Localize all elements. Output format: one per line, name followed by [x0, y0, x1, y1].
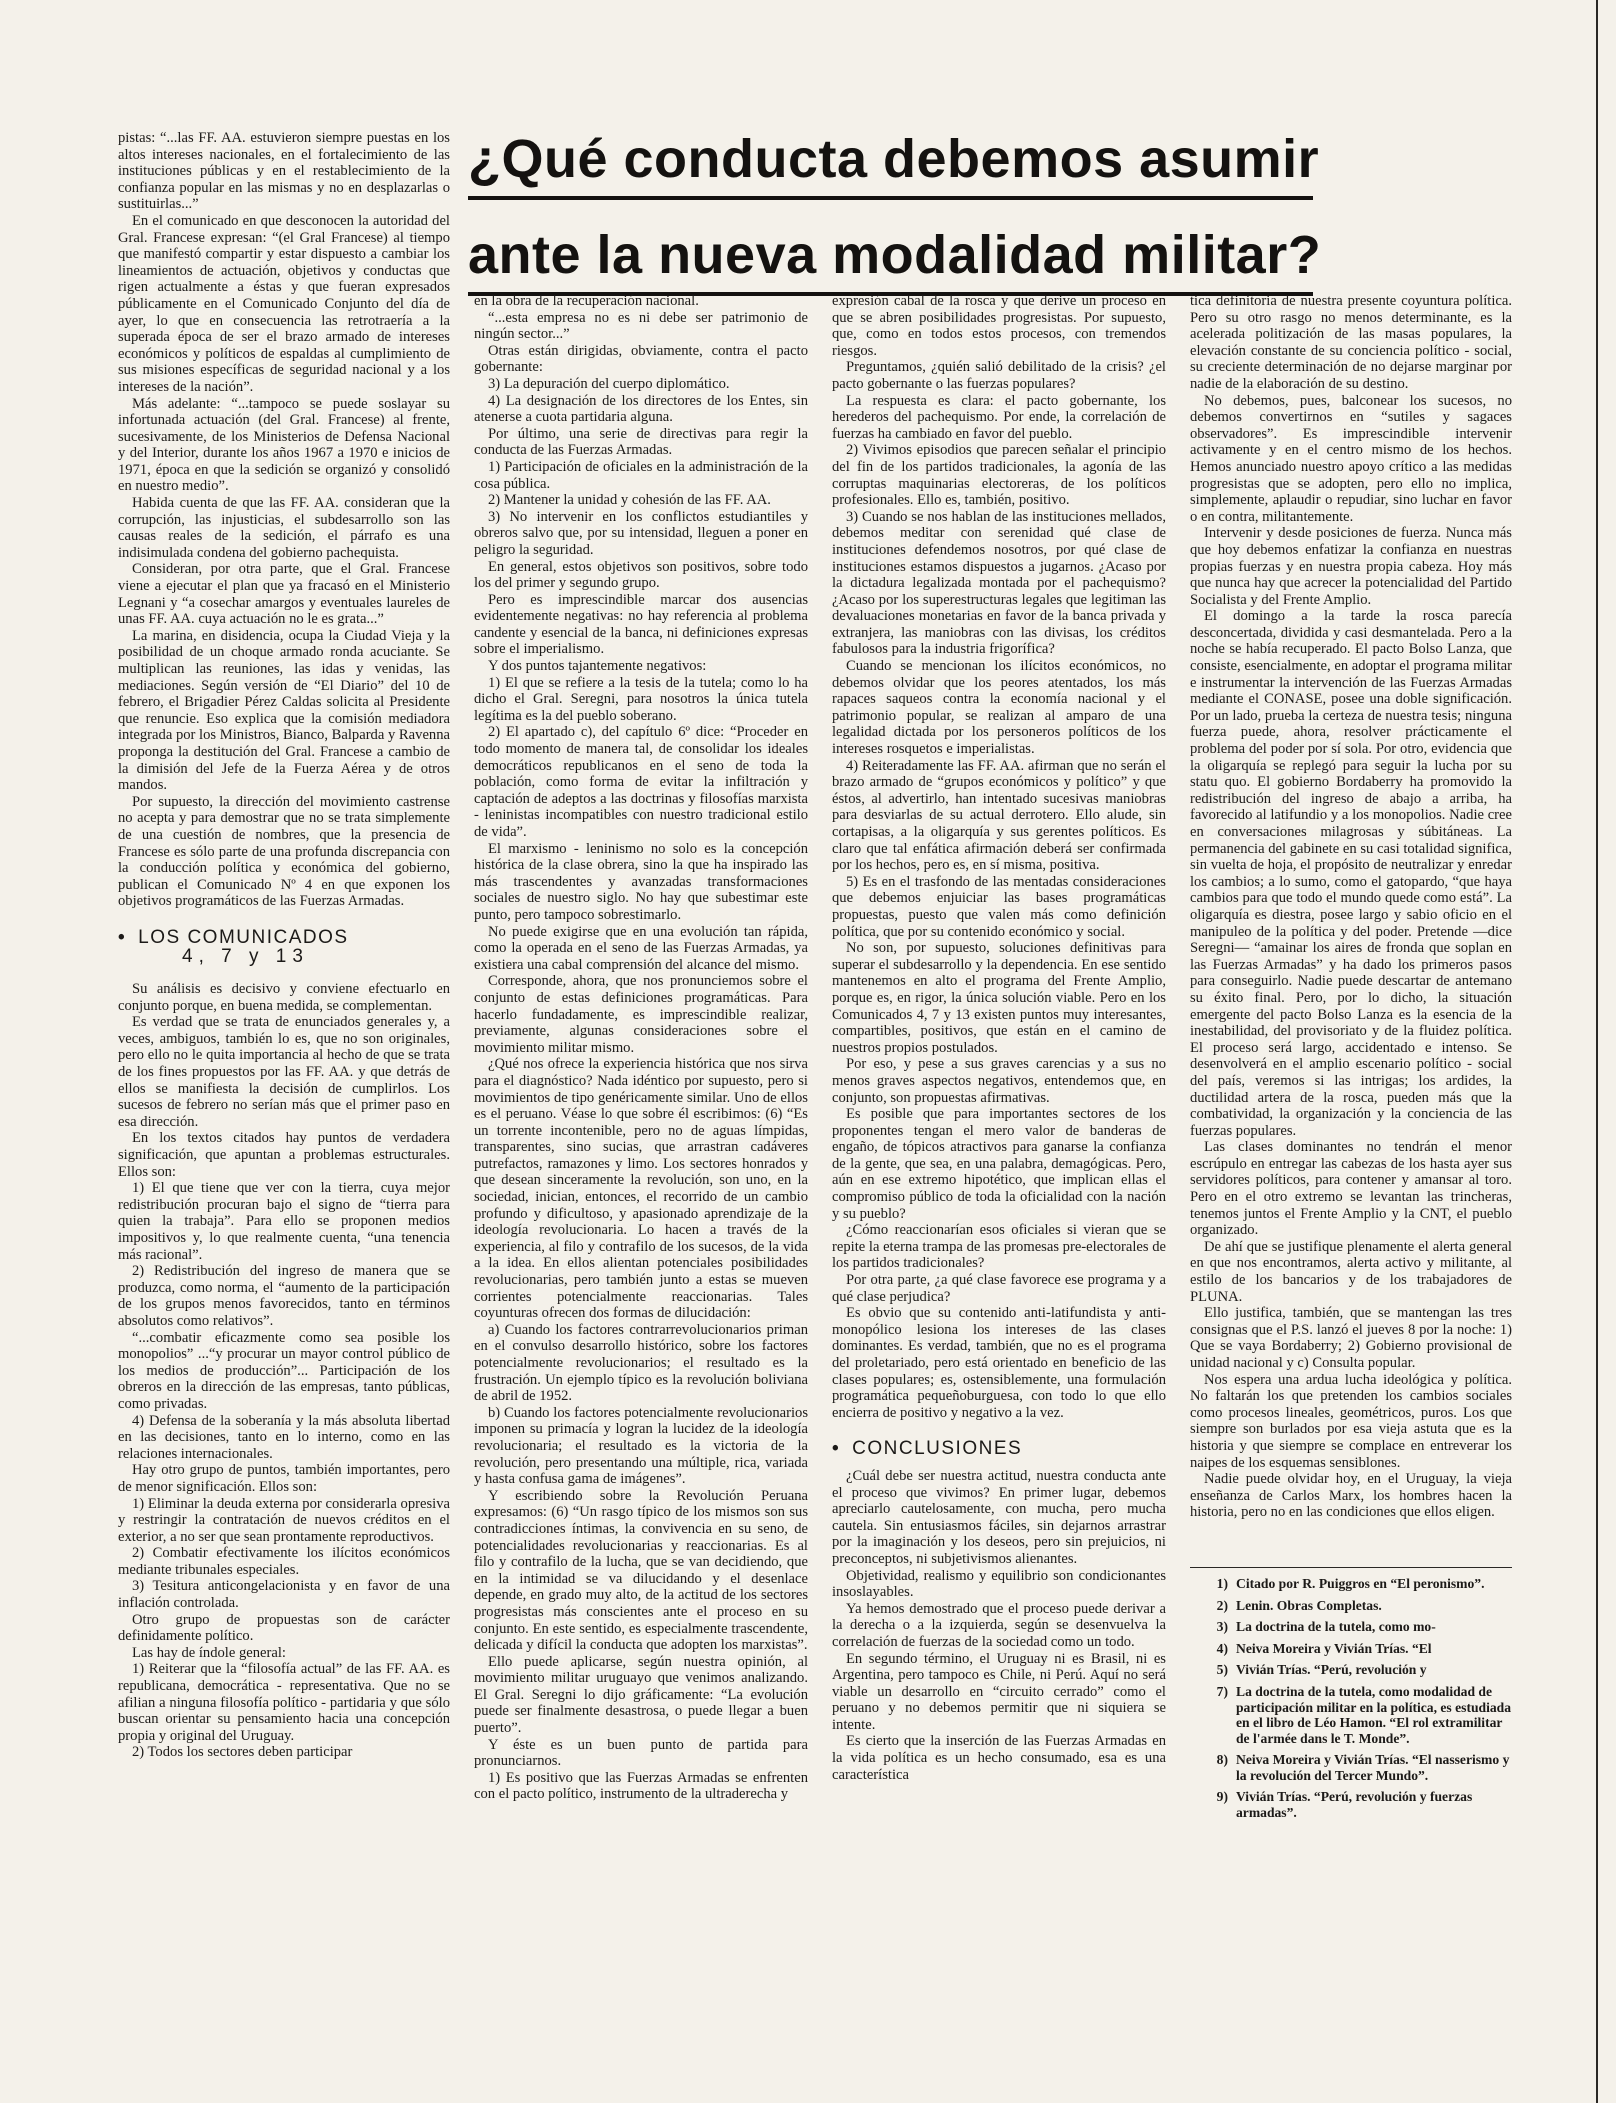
paragraph: 1) Eliminar la deuda externa por considerarla opresiva y restringir la contratación de nuevos créditos en el exterior, a no ser que sean prontamente reproductivos.	[118, 1495, 450, 1545]
paragraph: El marxismo - leninismo no solo es la concepción histórica de la clase obrera, sino la que ha inspirado las más trascendentes y avanzadas transformaciones sociales de nuestro siglo. No hay que subestimar este punto, pero tampoco sobrestimarlo.	[474, 840, 808, 923]
paragraph: Las clases dominantes no tendrán el menor escrúpulo en entregar las cabezas de los hasta ayer sus servidores políticos, para contener y amansar al toro. Pero en el otro extremo se levantan las trincheras, tenemos juntos el Frente Amplio y la CNT, el pueblo organizado.	[1190, 1139, 1512, 1239]
section-subheading: 4, 7 y 13	[182, 945, 309, 967]
section-heading-comunicados	[118, 926, 450, 948]
footnote-text: Vivián Trías. “Perú, revolución y fuerzas armadas”.	[1236, 1789, 1473, 1821]
paragraph: La marina, en disidencia, ocupa la Ciudad Vieja y la posibilidad de un choque armado ronda acuciante. Se multiplican las reuniones, las idas y venidas, las mediaciones. Según versión de “El Diario” del 10 de febrero, el Brigadier Pérez Caldas solicita al Presidente que renuncie. Eso explica que la comisión mediadora integrada por los Ministros, Bianco, Balparda y Ravenna proponga la destitución del Gral. Francese a cambio de la dimisión del Jefe de la Fuerza Aérea y de otros mandos.	[118, 627, 450, 794]
paragraph: 3) Cuando se nos hablan de las instituciones mellados, debemos meditar con serenidad qué clase de instituciones defendemos nosotros, por qué clase de instituciones estamos dispuestos a jugarnos. ¿Acaso por la dictadura legalizada montada por el pachequismo? ¿Acaso por los superestructuras legales que legitiman las devaluaciones monetarias en favor de la banca privada y extranjera, las maniobras con las divisas, los créditos fabulosos para la industria frigorífica?	[832, 508, 1166, 658]
paragraph: Y escribiendo sobre la Revolución Peruana expresamos: (6) “Un rasgo típico de los mismos son sus contradicciones íntimas, la convivencia en su seno, de potencialidades revolucionarias y reaccionarias. Es al filo y contrafilo de la lucha, que se van decidiendo, que en la intimidad se va dilucidando y el desenlace depende, en grado muy alto, de la actitud de los sectores progresistas más conscientes ante el proceso en su conjunto. En este sentido, es especialmente trascendente, delicada y difícil la conducta que adopten los marxistas”.	[474, 1487, 808, 1654]
paragraph: 3) La depuración del cuerpo diplomático.	[488, 375, 730, 392]
footnote-text: Vivián Trías. “Perú, revolución y	[1236, 1662, 1427, 1678]
section-heading-text: CONCLUSIONES	[852, 1438, 1023, 1460]
paragraph: Su análisis es decisivo y conviene efectuarlo en conjunto porque, en buena medida, se complementan.	[118, 981, 450, 1014]
footnote	[1190, 1752, 1512, 1783]
column-3	[832, 293, 1166, 1783]
paragraph: En general, estos objetivos son positivos, sobre todo los del primer y segundo grupo.	[474, 558, 808, 592]
footnote	[1190, 1641, 1512, 1657]
paragraph: 1) El que tiene que ver con la tierra, cuya mejor redistribución procuran bajo el signo de “tierra para quien la trabaja”. Para ello se proponen medios impositivos y, lo que realmente cuenta, “una tenencia más racional”.	[118, 1180, 450, 1263]
footnote-number: 3)	[1216, 1619, 1228, 1635]
footnote-text: Neiva Moreira y Vivián Trías. “El nasserismo y la revolución del Tercer Mundo”.	[1236, 1752, 1510, 1783]
section-heading-conclusiones	[832, 1438, 1166, 1460]
paragraph: Otro grupo de propuestas son de carácter definidamente político.	[118, 1611, 450, 1645]
paragraph: Habida cuenta de que las FF. AA. consideran que la corrupción, las injusticias, el subdesarrollo son las causas reales de la sedición, el párrafo es una indisimulada condena del gobierno pachequista.	[118, 495, 450, 561]
paragraph: Por otra parte, ¿a qué clase favorece ese programa y a qué clase perjudica?	[832, 1272, 1166, 1305]
paragraph: tica definitoria de nuestra presente coyuntura política. Pero su otro rasgo no menos determinante, es la acelerada politización de las masas populares, la elevación constante de su conciencia político - social, su creciente determinación de no dejarse marginar por nadie de la elaboración de su destino.	[1190, 293, 1512, 392]
bullet-icon: •	[832, 1438, 841, 1460]
page-edge-rule	[1596, 0, 1598, 2103]
paragraph: 4) Defensa de la soberanía y la más absoluta libertad en las decisiones, tanto en lo interno, como en las relaciones internacionales.	[118, 1412, 450, 1462]
paragraph: 1) Es positivo que las Fuerzas Armadas se enfrenten con el pacto político, instrumento de la ultraderecha y	[474, 1769, 808, 1803]
paragraph: Corresponde, ahora, que nos pronunciemos sobre el conjunto de estas definiciones programáticas. Para hacerlo fundadamente, es imprescindible realizar, previamente, algunas consideraciones sobre el movimiento militar mismo.	[474, 973, 808, 1056]
footnote-number: 4)	[1216, 1640, 1228, 1656]
paragraph: 3) No intervenir en los conflictos estudiantiles y obreros salvo que, por su intensidad, lleguen a poner en peligro la seguridad.	[474, 508, 808, 558]
column-4	[1190, 293, 1512, 1827]
paragraph: Intervenir y desde posiciones de fuerza. Nunca más que hoy debemos enfatizar la confianza en nuestras propias fuerzas y en nuestra propia cabeza. Hoy más que nunca hay que acrecer la potencialidad del Partido Socialista y del Frente Amplio.	[1190, 525, 1512, 608]
paragraph: Nadie puede olvidar hoy, en el Uruguay, la vieja enseñanza de Carlos Marx, los hombres hacen la historia, pero no en las condiciones que ellos eligen.	[1190, 1471, 1512, 1521]
paragraph: en la obra de la recuperación nacional.	[474, 293, 699, 309]
paragraph: Y dos puntos tajantemente negativos:	[488, 658, 707, 675]
paragraph: En los textos citados hay puntos de verdadera significación, que apuntan a problemas estructurales. Ellos son:	[118, 1130, 450, 1180]
paragraph: expresión cabal de la rosca y que derive un proceso en que se abren posibilidades progresistas. Por supuesto, que, como en todos estos procesos, con tremendos riesgos.	[832, 293, 1166, 359]
paragraph: La respuesta es clara: el pacto gobernante, los herederos del pachequismo. Por ende, la correlación de fuerzas ha cambiado en favor del pueblo.	[832, 392, 1166, 442]
footnote-text: Citado por R. Puiggros en “El peronismo”.	[1236, 1575, 1485, 1591]
column-1	[118, 130, 450, 1761]
footnote	[1190, 1598, 1512, 1614]
paragraph: No debemos, pues, balconear los sucesos, no debemos convertirnos en “sutiles y sagaces observadores”. Es imprescindible intervenir activamente y en el centro mismo de los hechos. Hemos anunciado nuestro apoyo crítico a las medidas progresistas que se adopten, pero ello no implica, simplemente, aplaudir o repudiar, sino luchar en favor o en contra, militantemente.	[1190, 392, 1512, 525]
footnote-text: La doctrina de la tutela, como mo-	[1236, 1619, 1436, 1635]
paragraph: Hay otro grupo de puntos, también importantes, pero de menor significación. Ellos son:	[118, 1462, 450, 1495]
paragraph: 2) Redistribución del ingreso de manera que se produzca, como norma, el “aumento de la participación de los grupos menos favorecidos, tanto en términos absolutos como relativos”.	[118, 1263, 450, 1329]
paragraph: Es posible que para importantes sectores de los proponentes tengan el mero valor de banderas de engaño, de tópicos atractivos para ganarse la confianza de la gente, que sea, en una palabra, demagógicas. Pero, aún en ese extremo hipotético, que implican ellas el compromiso público de toda la oficialidad con la nación y su pueblo?	[832, 1106, 1166, 1222]
paragraph: Ya hemos demostrado que el proceso puede derivar a la derecha o a la izquierda, según se desenvuelva la correlación de fuerzas de la sociedad como un todo.	[832, 1600, 1166, 1650]
paragraph: Por supuesto, la dirección del movimiento castrense no acepta y para demostrar que no se trata simplemente de una cuestión de nombres, que la presencia de Francese es sólo parte de una profunda discrepancia con la conducción política y económica del gobierno, publican el Comunicado Nº 4 en que exponen los objetivos programáticos de las Fuerzas Armadas.	[118, 793, 450, 910]
paragraph: Cuando se mencionan los ilícitos económicos, no debemos olvidar que los peores atentados, los más rapaces saqueos contra la economía nacional y el patrimonio popular, se realizan al amparo de una legalidad dictada por los personeros políticos de los intereses rosquetos e imperialistas.	[832, 658, 1166, 758]
paragraph: b) Cuando los factores potencialmente revolucionarios imponen su primacía y logran la lucidez de la ideología revolucionaria; el resultado es la victoria de la revolución, pero presentando una múltiple, rica, variada y hasta confusa gama de imágenes”.	[474, 1404, 808, 1488]
bullet-icon: •	[118, 926, 127, 948]
paragraph: ¿Qué nos ofrece la experiencia histórica que nos sirva para el diagnóstico? Nada idéntico por supuesto, pero si movimientos de tipo genéricamente similar. Uno de ellos es el peruano. Véase lo que sobre él escribimos: (6) “Es un torrente incontenible, pero no de aguas límpidas, transparentes, sino sucias, que arrastran cadáveres putrefactos, ramazones y limo. Los sectores honrados y que desean sinceramente la revolución, son uno, en la sociedad, inician, entonces, el recorrido de un cambio profundo y dificultoso, y apasionado aprendizaje de la ideología revolucionaria. Lo hacen a través de la experiencia, al filo y contrafilo de los sucesos, de la vida a la idea. En ellos alientan potenciales posibilidades revolucionarias, pero también junto a estas se mueven corrientes potencialmente reaccionarias. Tales coyunturas ofrecen dos formas de dilucidación:	[474, 1056, 808, 1322]
paragraph: 1) Reiterar que la “filosofía actual” de las FF. AA. es republicana, democrática - representativa. Que no se afilian a ninguna filosofía político - partidaria y que sólo buscan orientar su pensamiento hacia una concepción propia y original del Uruguay.	[118, 1661, 450, 1744]
section-heading-text: LOS COMUNICADOS	[138, 926, 349, 948]
paragraph: Es obvio que su contenido anti-latifundista y anti-monopólico lesiona los intereses de las clases dominantes. Es verdad, también, que no es el programa del proletariado, pero está orientado en beneficio de las clases populares; es, ostensiblemente, una formulación programática pequeñoburguesa, con todo lo que ello encierra de positivo y negativo a la vez.	[832, 1305, 1166, 1421]
paragraph: pistas: “...las FF. AA. estuvieron siempre puestas en los altos intereses nacionales, en el fortalecimiento de las instituciones públicas y en el restablecimiento de la confianza popular en las mismas y no en desplazarlas o sustituirlas...”	[118, 130, 450, 213]
paragraph: Y éste es un buen punto de partida para pronunciarnos.	[474, 1736, 808, 1770]
headline-line-1: ¿Qué conducta debemos asumir	[468, 128, 1313, 200]
paragraph: No son, por supuesto, soluciones definitivas para superar el subdesarrollo y la dependencia. En ese sentido mantenemos en alto el programa del Frente Amplio, porque es, en rigor, la única solución viable. Pero en los Comunicados 4, 7 y 13 existen puntos muy interesantes, compartibles, positivos, que están en el camino de nuestros propios postulados.	[832, 940, 1166, 1056]
paragraph: El domingo a la tarde la rosca parecía desconcertada, dividida y casi desmantelada. Pero a la noche se había recuperado. El pacto Bolso Lanza, que consiste, esencialmente, en adoptar el programa militar e instrumentar la intervención de las Fuerzas Armadas mediante el CONASE, posee una doble significación. Por un lado, prueba la certeza de nuestra tesis; ninguna fuerza puede, ahora, resolver prácticamente el problema del poder por sí sola. Por otro, evidencia que la oligarquía se replegó para seguir la lucha por su statu quo. El gobierno Bordaberry ha promovido la redistribución del ingreso de abajo a arriba, ha favorecido al latifundio y a los monopolios. Nadie cree en conversaciones milagrosas y súbitáneas. La permanencia del gabinete en su casi totalidad significa, sin vuelta de hoja, el propósito de neutralizar y enredar los cambios; a lo sumo, como el gatopardo, “que haya cambios para que todo el mundo quede como está”. La oligarquía es diestra, posee largo y sabio oficio en el manipuleo de la política y del poder. Pretende —dice Seregni— “amainar los aires de fronda que soplan en las Fuerzas Armadas” y ha dado los primeros pasos para conseguirlo. Nadie puede descartar de antemano su éxito final. Pero, por lo dicho, la situación emergente del pacto Bolso Lanza es la esencia de la inestabilidad, del provisoriato y de la fluidez política. El proceso será largo, accidentado e intenso. Se desenvolverá en el amplio escenario político - social del país, veremos si las intrigas; los ardides, la ductilidad artera de la rosca, pueden más que la combatividad, la organización y la conciencia de las fuerzas populares.	[1190, 608, 1512, 1139]
paragraph: No puede exigirse que en una evolución tan rápida, como la operada en el seno de las Fuerzas Armadas, ya existiera una cabal comprensión del alcance del mismo.	[474, 923, 808, 973]
footnote	[1190, 1789, 1512, 1820]
paragraph: Objetividad, realismo y equilibrio son condicionantes insoslayables.	[832, 1567, 1166, 1601]
paragraph: Otras están dirigidas, obviamente, contra el pacto gobernante:	[474, 342, 808, 376]
footnote-number: 9)	[1216, 1789, 1228, 1805]
paragraph: 2) Mantener la unidad y cohesión de las FF. AA.	[488, 492, 771, 509]
paragraph: Ello puede aplicarse, según nuestra opinión, al movimiento militar uruguayo que venimos analizando. El Gral. Seregni lo dijo gráficamente: “La evolución puede ser finalmente desastrosa, o puede llegar a buen puerto”.	[474, 1653, 808, 1737]
paragraph: “...esta empresa no es ni debe ser patrimonio de ningún sector...”	[474, 309, 808, 343]
paragraph: 2) Todos los sectores deben participar	[132, 1744, 353, 1761]
paragraph: Consideran, por otra parte, que el Gral. Francese viene a ejecutar el plan que ya fracasó en el Ministerio Legnani y “a cosechar amargos y eventuales laureles de unas FF. AA. cuya actuación no le es grata...”	[118, 561, 450, 628]
paragraph: Las hay de índole general:	[132, 1644, 286, 1661]
paragraph: 3) Tesitura anticongelacionista y en favor de una inflación controlada.	[118, 1578, 450, 1612]
footnote-number: 1)	[1216, 1575, 1228, 1591]
headline-line-2: ante la nueva modalidad militar?	[468, 224, 1313, 296]
paragraph: Pero es imprescindible marcar dos ausencias evidentemente negativas: no hay referencia al problema candente y esencial de la banca, ni definiciones expresas sobre el imperialismo.	[474, 591, 808, 658]
footnote	[1190, 1576, 1512, 1592]
paragraph: 2) Vivimos episodios que parecen señalar el principio del fin de los partidos tradicionales, la agonía de las corruptas maquinarias electoreras, de los políticos profesionales. Ello es, también, positivo.	[832, 442, 1166, 509]
footnotes	[1190, 1567, 1512, 1821]
paragraph: 5) Es en el trasfondo de las mentadas consideraciones que debemos enjuiciar las bases programáticas propuestas, puesto que valen más como definición política, que por su contenido económico y social.	[832, 873, 1166, 940]
paragraph: Es cierto que la inserción de las Fuerzas Armadas en la vida política es un hecho consumado, esa es una característica	[832, 1733, 1166, 1783]
paragraph: Ello justifica, también, que se mantengan las tres consignas que el P.S. lanzó el jueves 8 por la noche: 1) Que se vaya Bordaberry; 2) Gobierno provisional de unidad nacional y c) Consulta popular.	[1190, 1305, 1512, 1371]
paragraph: 4) Reiteradamente las FF. AA. afirman que no serán el brazo armado de “grupos económicos y político” y que éstos, al advertirlo, han intentado sucesivas maniobras para desviarlas de su actual derrotero. Ello alude, sin cortapisas, a la oligarquía y sus gerentes políticos. Es claro que tal enfática afirmación deberá ser confirmada por los hechos, pero es, en sí misma, positiva.	[832, 757, 1166, 874]
paragraph: “...combatir eficazmente como sea posible los monopolios” ...“y procurar un mayor control público de los medios de producción”... Participación de los obreros en la dirección de las empresas, tanto públicas, como privadas.	[118, 1329, 450, 1412]
headline	[468, 128, 1322, 320]
footnote-number: 8)	[1216, 1752, 1228, 1768]
footnote	[1190, 1662, 1512, 1678]
paragraph: De ahí que se justifique plenamente el alerta general en que nos encontramos, alerta activo y militante, al estilo de los bancarios y de los trabajadores de PLUNA.	[1190, 1238, 1512, 1305]
paragraph: En segundo término, el Uruguay ni es Brasil, ni es Argentina, pero tampoco es Chile, ni Perú. Aquí no será viable un desarrollo en “circuito cerrado” como el peruano y no debemos permitir que ni siquiera se intente.	[832, 1650, 1166, 1733]
footnote-text: La doctrina de la tutela, como modalidad de participación militar en la política, es estudiada en el libro de Léo Hamon. “El rol extramilitar de l'armée dans le T. Monde”.	[1236, 1683, 1512, 1746]
paragraph: 2) Combatir efectivamente los ilícitos económicos mediante tribunales especiales.	[118, 1545, 450, 1578]
paragraph: ¿Cómo reaccionarían esos oficiales si vieran que se repite la eterna trampa de las promesas pre-electorales de los partidos tradicionales?	[832, 1222, 1166, 1272]
footnote-number: 7)	[1216, 1683, 1228, 1699]
column-2	[474, 293, 808, 1803]
paragraph: a) Cuando los factores contrarrevolucionarios priman en el convulso desarrollo histórico, sobre los factores potencialmente revolucionarios; el resultado es la frustración. Un ejemplo típico es la revolución boliviana de abril de 1952.	[474, 1321, 808, 1405]
paragraph: 1) El que se refiere a la tesis de la tutela; como lo ha dicho el Gral. Seregni, para nosotros la única tutela legítima es la del pueblo soberano.	[474, 674, 808, 724]
footnote-number: 2)	[1216, 1597, 1228, 1613]
paragraph: En el comunicado en que desconocen la autoridad del Gral. Francese expresan: “(el Gral Francese) al tiempo que manifestó compartir y estar dispuesto a cambiar los lineamientos de actuación, objetivos y conductas que rigen actualmente a éstas y que fueran expresados públicamente en el Comunicado Conjunto del día de ayer, lo que en consecuencia las retrotraería a la superada época de ser el brazo armado de intereses económicos y políticos de espaldas al cumplimiento de sus misiones específicas de seguridad nacional y a los intereses de la nación”.	[118, 212, 450, 395]
paragraph: ¿Cuál debe ser nuestra actitud, nuestra conducta ante el proceso que vivimos? En primer lugar, debemos apreciarlo cautelosamente, con mucha, pero mucha cautela. Sin entusiasmos fáciles, sin dejarnos arrastrar por la imaginación y los deseos, pero sin prejuicios, ni preconceptos, ni subjetivismos alienantes.	[832, 1467, 1166, 1567]
paragraph: Por eso, y pese a sus graves carencias y a sus no menos graves aspectos negativos, entendemos que, en conjunto, son propuestas afirmativas.	[832, 1056, 1166, 1106]
paragraph: Es verdad que se trata de enunciados generales y, a veces, ambiguos, también lo es, que no son originales, pero ello no le quita importancia al hecho de que se trata de los fines propuestos por las FF. AA. y que detrás de ellos se manifiesta la decisión de cumplirlos. Los sucesos de febrero no serían más que el primer paso en esa dirección.	[118, 1014, 450, 1130]
paragraph: Más adelante: “...tampoco se puede soslayar su infortunada actuación (del Gral. Francese) al frente, sucesivamente, de los Ministerios de Defensa Nacional y del Interior, durante los años 1967 a 1970 e inicios de 1971, época en que la sedición se organizó y consolidó en nuestro medio”.	[118, 395, 450, 495]
footnote-text: Neiva Moreira y Vivián Trías. “El	[1236, 1640, 1432, 1656]
paragraph: 1) Participación de oficiales en la administración de la cosa pública.	[474, 458, 808, 492]
footnote-number: 5)	[1216, 1662, 1228, 1678]
paragraph: Nos espera una ardua lucha ideológica y política. No faltarán los que pretenden los cambios sociales como procesos lineales, geométricos, puros. Los que siempre son burlados por esa vieja astuta que es la historia y que siempre se complace en entreverar los naipes de los esquemas sensiblones.	[1190, 1371, 1512, 1471]
footnote-text: Lenin. Obras Completas.	[1236, 1597, 1382, 1613]
paragraph: 2) El apartado c), del capítulo 6º dice: “Proceder en todo momento de manera tal, de consolidar los ideales democráticos republicanos en el seno de toda la población, como forma de evitar la infiltración y captación de adeptos a las doctrinas y filosofías marxista - leninistas incompatibles con nuestro tradicional estilo de vida”.	[474, 724, 808, 840]
paragraph: Por último, una serie de directivas para regir la conducta de las Fuerzas Armadas.	[474, 425, 808, 459]
footnote	[1190, 1619, 1512, 1635]
paragraph: Preguntamos, ¿quién salió debilitado de la crisis? ¿el pacto gobernante o las fuerzas populares?	[832, 359, 1166, 392]
footnote	[1190, 1684, 1512, 1746]
paragraph: 4) La designación de los directores de los Entes, sin atenerse a cuota partidaria alguna.	[474, 392, 808, 426]
